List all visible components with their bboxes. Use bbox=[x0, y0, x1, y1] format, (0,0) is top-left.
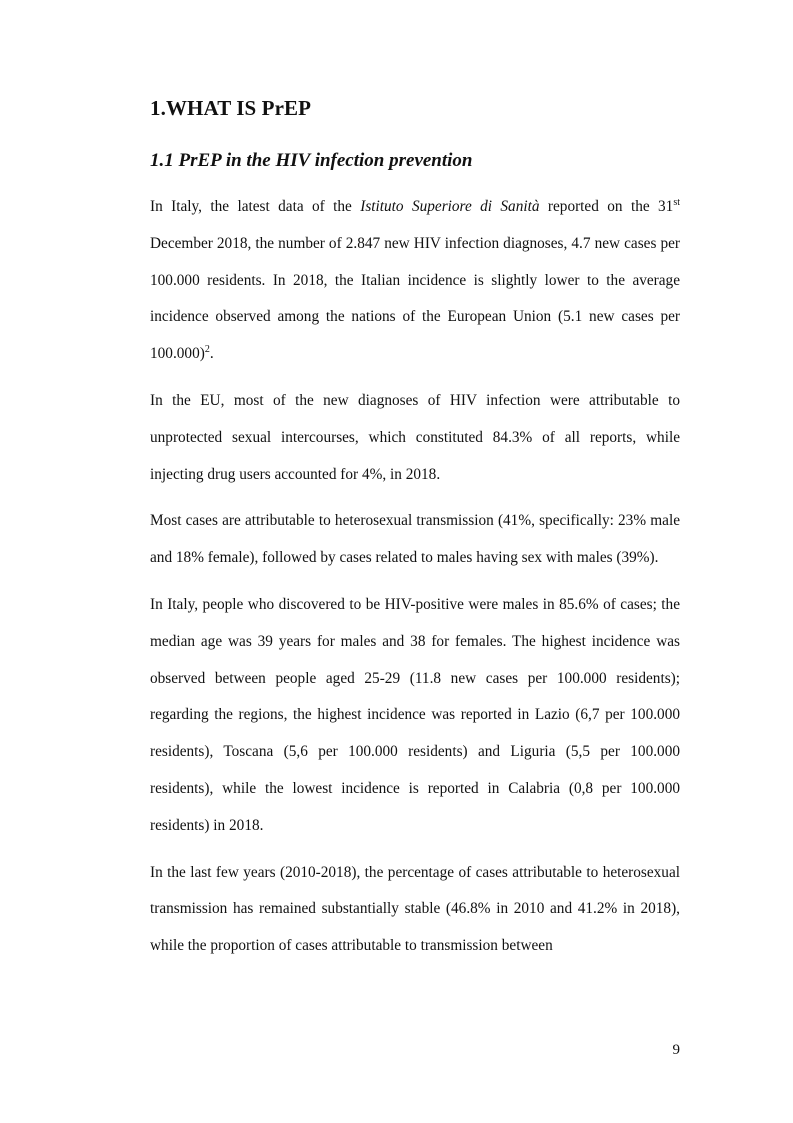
paragraph-text: In Italy, the latest data of the bbox=[150, 198, 361, 215]
paragraph-italy-latest-data bbox=[150, 189, 680, 373]
paragraph-trend-2010-2018: In the last few years (2010-2018), the percentage of cases attributable to heterosexual transmission has remained substantially stable (46.8% in 2010 and 41.2% in 2018), while the proportion of cases attributable to transmission between bbox=[150, 863, 680, 955]
paragraph-eu-diagnoses: In the EU, most of the new diagnoses of HIV infection were attributable to unprotected sexual intercourses, which constituted 84.3% of all reports, while injecting drug users accounted for 4%, in 2018. bbox=[150, 391, 680, 483]
section-title: 1.1 PrEP in the HIV infection prevention bbox=[150, 150, 473, 171]
chapter-title: 1.WHAT IS PrEP bbox=[150, 96, 312, 120]
ordinal-superscript: st bbox=[673, 196, 680, 208]
page-content bbox=[150, 93, 680, 965]
paragraph-text: . bbox=[209, 345, 214, 363]
paragraph-transmission-cases: Most cases are attributable to heterosexual transmission (41%, specifically: 23% male and 18% female), followed by cases related to males having sex with males (39%). bbox=[150, 512, 680, 567]
paragraph-italy-demographics: In Italy, people who discovered to be HIV-positive were males in 85.6% of cases; the median age was 39 years for males and 38 for females. The highest incidence was observed between people aged 25-29 (11.8 new cases per 100.000 residents); regarding the regions, the highest incidence was reported in Lazio (6,7 per 100.000 residents), Toscana (5,6 per 100.000 residents) and Liguria (5,5 per 100.000 residents), while the lowest incidence is reported in Calabria (0,8 per 100.000 residents) in 2018. bbox=[150, 595, 680, 834]
paragraph-text: reported on the 31 bbox=[539, 198, 674, 215]
page-number: 9 bbox=[672, 1042, 680, 1058]
institute-name: Istituto Superiore di Sanità bbox=[360, 198, 540, 215]
citation-superscript: 2 bbox=[204, 344, 210, 356]
paragraph-text: December 2018, the number of 2.847 new HIV infection diagnoses, 4.7 new cases per 100.000 residents. In 2018, the Italian incidence is slightly lower to the average incidence observed among the nations of the European Union (5.1 new cases per 100.000) bbox=[150, 234, 680, 363]
